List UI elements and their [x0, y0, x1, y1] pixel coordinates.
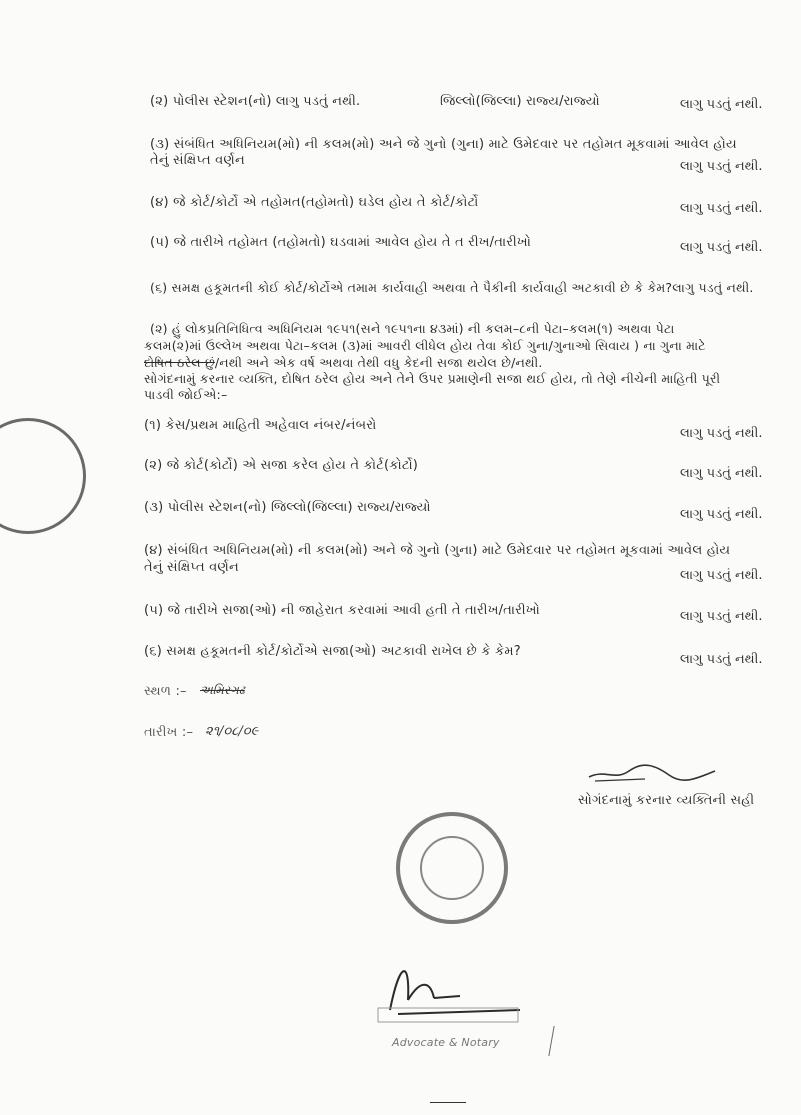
s1-law-line1: (૩) સંબંધિત અધિનિયમ(મો) ની કલમ(મો) અને જે ગુનો (ગુના) માટે ઉમેદવાર પર તહોમત મૂકવામાં આવેલ હોય: [150, 137, 737, 152]
s1-law-line2: તેનું સંક્ષિપ્ત વર્ણન: [150, 153, 245, 168]
s2-para-line1: (૨) હું લોકપ્રતિનિધિત્વ અધિનિયમ ૧૯૫૧(સને ૧૯૫૧ના ૪૩માં) ની કલમ–૮ની પેટા–કલમ(૧) અથવા પેટા: [150, 321, 675, 336]
s1-stay-label: (૬) સમક્ષ હકૂમતની કોઈ કોર્ટ/કોર્ટોએ તમામ કાર્યવાહી અથવા તે પૈકીની કાર્યવાહી અટકાવી છે કે કેમ?લાગુ પડતું નથી.: [150, 280, 754, 295]
s2-law-value: લાગુ પડતું નથી.: [680, 568, 763, 583]
s2-para-line4: સોગંદનામું કરનાર વ્યક્તિ, દોષિત ઠરેલ હોય અને તેને ઉપર પ્રમાણેની સજા થઈ હોય, તો તેણે નીચેની માહિતી પૂરી: [144, 371, 721, 386]
place-value: અમિરગઢ: [200, 683, 245, 697]
deponent-signature: [585, 757, 735, 787]
notary-signature: [370, 950, 530, 1040]
s2-court-label: (૨) જે કોર્ટ(કોર્ટો) એ સજા કરેલ હોય તે કોર્ટ(કોર્ટો): [144, 458, 419, 473]
s2-police-label: (૩) પોલીસ સ્ટેશન(નો) જિલ્લો(જિલ્લા) રાજ્ય/રાજ્યો: [144, 500, 431, 515]
s2-para-line3: [144, 355, 543, 371]
notary-caption: Advocate & Notary: [392, 1036, 500, 1049]
s2-law-line2: તેનું સંક્ષિપ્ત વર્ણન: [144, 560, 239, 575]
s2-dates-value: લાગુ પડતું નથી.: [680, 609, 763, 624]
notary-seal: [396, 812, 508, 924]
s2-para-line2: કલમ(૨)માં ઉલ્લેખ અથવા પેટા–કલમ (૩)માં આવરી લીધેલ હોય તેવા કોઈ ગુના/ગુનાઓ સિવાય ) ના ગુના માટે: [144, 338, 706, 353]
bottom-mark: [430, 1102, 466, 1103]
s1-dates-label: (૫) જે તારીખે તહોમત (તહોમતો) ઘડવામાં આવેલ હોય તે ત રીખ/તારીખો: [150, 235, 532, 250]
s2-law-line1: (૪) સંબંધિત અધિનિયમ(મો) ની કલમ(મો) અને જે ગુનો (ગુના) માટે ઉમેદવાર પર તહોમત મૂકવામાં આવેલ હોય: [144, 543, 731, 558]
s1-law-value: લાગુ પડતું નથી.: [680, 159, 763, 174]
date-value: ૨૧/૦૮/૦૯: [205, 724, 259, 739]
s1-court-label: (૪) જે કોર્ટ/કોર્ટો એ તહોમત(તહોમતો) ઘડેલ હોય તે કોર્ટ/કોર્ટો: [150, 195, 479, 210]
s2-case-value: લાગુ પડતું નથી.: [680, 426, 763, 441]
s2-court-value: લાગુ પડતું નથી.: [680, 466, 763, 481]
margin-mark: [548, 1026, 566, 1056]
s2-para-line5: પાડવી જોઈએ:–: [144, 387, 228, 402]
s1-district-label: જિલ્લો(જિલ્લા) રાજ્ય/રાજ્યો: [440, 94, 600, 109]
place-label: સ્થળ :–: [144, 684, 187, 699]
s2-stay-value: લાગુ પડતું નથી.: [680, 652, 763, 667]
s2-case-label: (૧) કેસ/પ્રથમ માહિતી અહેવાલ નંબર/નંબરો: [144, 418, 377, 433]
s1-police-value: લાગુ પડતું નથી.: [680, 97, 763, 112]
s1-court-value: લાગુ પડતું નથી.: [680, 201, 763, 216]
date-label: તારીખ :–: [144, 725, 194, 740]
s1-dates-value: લાગુ પડતું નથી.: [680, 240, 763, 255]
struck-convicted-text: દોષિત ઠરેલ છું: [144, 355, 215, 370]
notary-seal-inner-ring: [420, 836, 484, 900]
s2-stay-label: (૬) સમક્ષ હકૂમતની કોર્ટ/કોર્ટોએ સજા(ઓ) અટકાવી રાખેલ છે કે કેમ?: [144, 644, 521, 659]
s2-dates-label: (૫) જે તારીખે સજા(ઓ) ની જાહેરાત કરવામાં આવી હતી તે તારીખ/તારીખો: [144, 603, 540, 618]
s2-para-line3-rest: /નથી અને એક વર્ષ અથવા તેથી વધુ કેદની સજા થયેલ છે/નથી.: [214, 355, 543, 370]
signatory-label: સોગંદનામું કરનાર વ્યક્તિની સહી: [578, 793, 755, 808]
s1-police-label: (૨) પોલીસ સ્ટેશન(નો) લાગુ પડતું નથી.: [150, 94, 361, 109]
left-margin-stamp: [0, 418, 86, 534]
s2-police-value: લાગુ પડતું નથી.: [680, 507, 763, 522]
